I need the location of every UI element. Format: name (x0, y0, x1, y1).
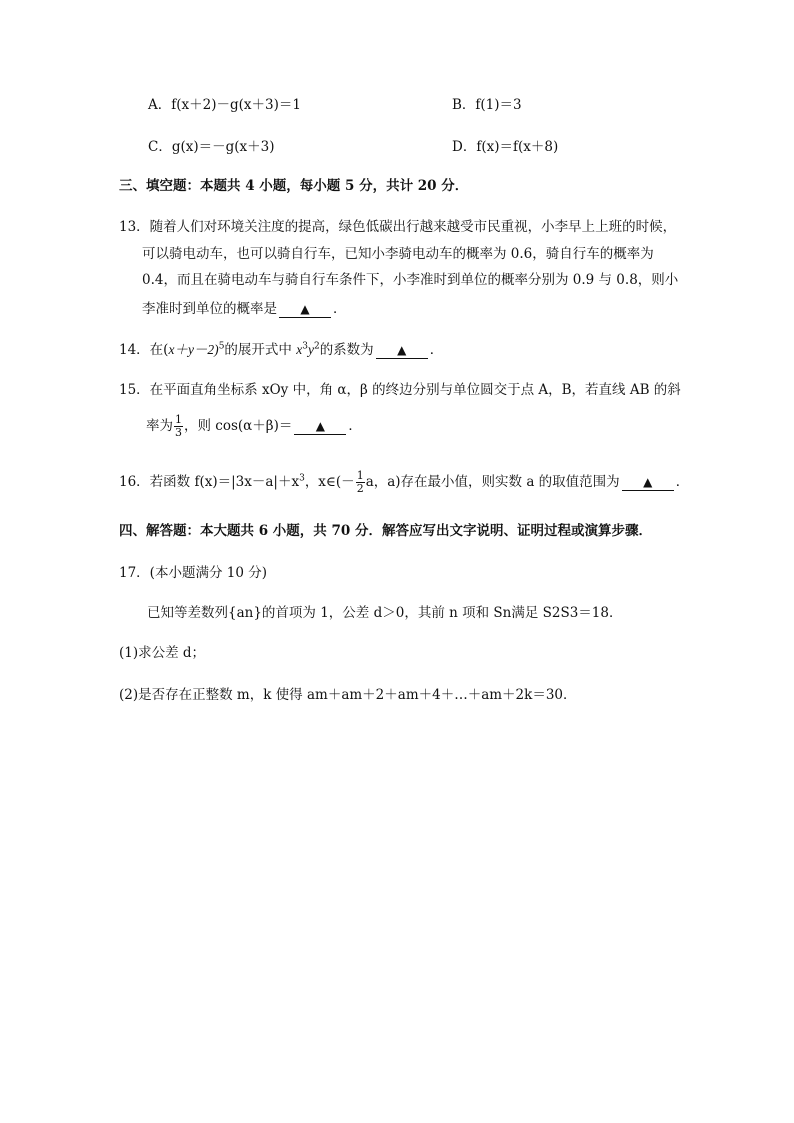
option-c (148, 137, 275, 157)
q17-title: 17．(本小题满分 10 分) (119, 565, 267, 581)
option-expr: f(x＋2)－g(x＋3)＝1 (171, 97, 301, 113)
answer-blank: ▲ (622, 474, 674, 491)
q14-term: x (296, 342, 303, 357)
q13-line3: 0.4，而且在骑电动车与骑自行车条件下，小李准时到单位的概率分别为 0.9 与 0.8，则小 (142, 272, 679, 288)
option-a (148, 95, 301, 115)
q14-suffix: 的系数为 (319, 342, 374, 358)
option-b (452, 95, 522, 115)
option-d (452, 137, 558, 157)
section4-heading: 四、解答题：本大题共 6 小题，共 70 分．解答应写出文字说明、证明过程或演算步骤． (119, 523, 652, 539)
q15-mid: ，则 cos(α＋β)＝ (184, 418, 293, 434)
fraction (174, 414, 183, 439)
fraction-numerator: 1 (175, 413, 182, 426)
q16-mid2: a，a)存在最小值，则实数 a 的取值范围为 (365, 474, 620, 490)
q14 (119, 340, 443, 360)
option-expr: f(1)＝3 (475, 97, 522, 113)
section3-heading: 三、填空题：本题共 4 小题，每小题 5 分，共计 20 分． (119, 178, 469, 194)
period: ． (333, 301, 347, 317)
period: ． (348, 418, 362, 434)
q16-prefix: 16．若函数 f(x)＝|3x－a|＋x (119, 474, 300, 490)
q17-part1: (1)求公差 d； (119, 645, 206, 661)
fraction-denominator: 3 (175, 426, 182, 439)
q16-exp: 3 (299, 473, 305, 484)
q16 (119, 468, 689, 496)
q15-line2 (146, 412, 362, 440)
q14-prefix: 14．在( (119, 342, 169, 358)
q15-prefix: 率为 (146, 418, 173, 434)
answer-blank: ▲ (376, 342, 428, 359)
answer-blank: ▲ (294, 418, 346, 435)
q16-mid: ，x∈(－ (304, 474, 355, 490)
q14-term2: y (307, 342, 314, 357)
period: ． (429, 342, 444, 358)
q13-line1: 13．随着人们对环境关注度的提高，绿色低碳出行越来越受市民重视，小李早上上班的时候， (119, 219, 677, 235)
fraction (356, 470, 365, 495)
option-label: A． (148, 97, 172, 113)
q13-line4 (142, 299, 347, 319)
q14-term-exp2: 2 (313, 341, 320, 352)
answer-blank: ▲ (279, 301, 331, 318)
option-label: B． (452, 97, 476, 113)
q17-part2: (2)是否存在正整数 m，k 使得 am＋am＋2＋am＋4＋…＋am＋2k＝30． (119, 687, 577, 703)
fraction-denominator: 2 (356, 482, 364, 495)
fraction-numerator: 1 (356, 469, 364, 482)
q17-stem: 已知等差数列{an}的首项为 1，公差 d＞0，其前 n 项和 Sn满足 S2S3＝18． (147, 605, 623, 621)
q14-expr: x＋y－2) (168, 342, 219, 357)
q14-term-exp1: 3 (302, 341, 308, 352)
q14-exp: 5 (218, 341, 225, 352)
option-label: C． (148, 139, 172, 155)
option-expr: g(x)＝－g(x＋3) (171, 139, 275, 155)
option-expr: f(x)＝f(x＋8) (476, 139, 559, 155)
period: ． (675, 474, 690, 490)
q13-line2: 可以骑电动车，也可以骑自行车，已知小李骑电动车的概率为 0.6，骑自行车的概率为 (142, 246, 654, 262)
option-label: D． (452, 139, 477, 155)
q15-line1: 15．在平面直角坐标系 xOy 中，角 α，β 的终边分别与单位圆交于点 A，B，若直线 AB 的斜 (119, 382, 681, 398)
q13-text: 李准时到单位的概率是 (142, 301, 277, 317)
q14-mid: 的展开式中 (224, 342, 297, 358)
